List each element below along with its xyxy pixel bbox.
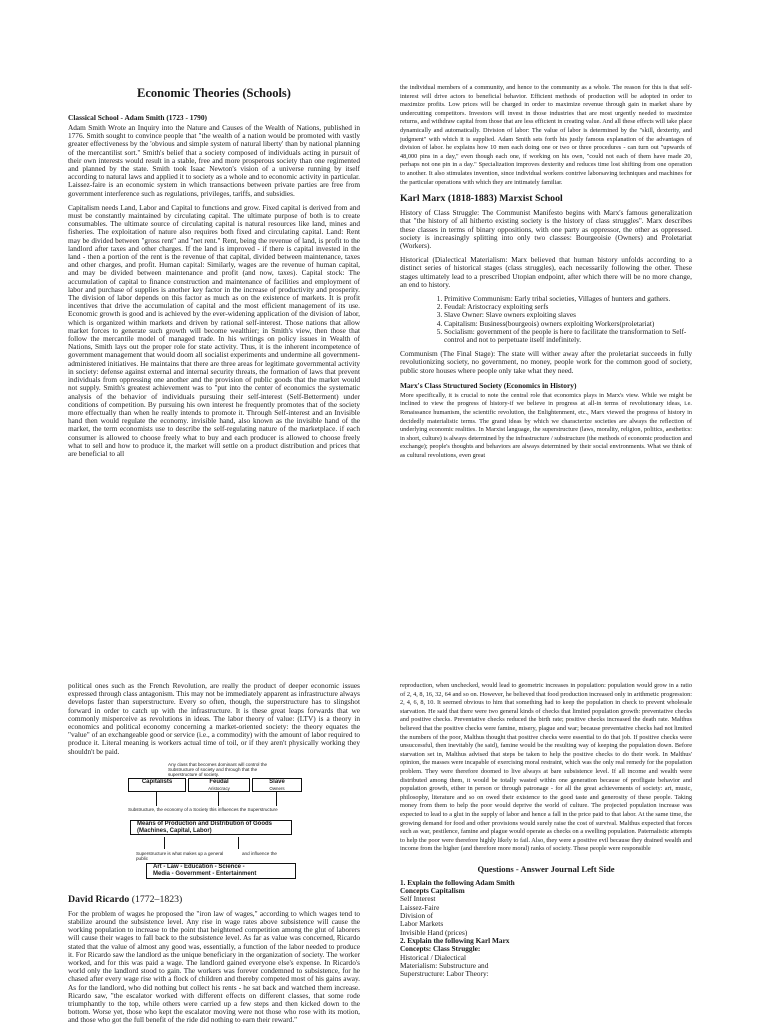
class-structure-diagram bbox=[68, 762, 360, 888]
historical-materialism-paragraph: Historical (Dialectical Materialism: Marx believed that human history unfolds according to a distinct series of historical stages (class struggles), each necessarily following the other. These stages ultimately lead to a prescribed Utopian endpoint, after which there will be no more change, an end to history. bbox=[400, 255, 692, 289]
labor-theory-paragraph: political ones such as the French Revolution, are really the product of deeper economic issues expressed through class antagonism. This may not be immediately apparent as infrastructure always develops faster than superstructure. Every so often, though, the superstructure has to slingshot forward in order to catch up with the infrastructure. It is these great leaps forwards that we commonly misperceive as revolutions in ideas. The labor theory of value: (LTV) is a theory in economics and political economy concerning a market-oriented society: the theory equates the "value" of an exchangeable good or service (i.e., a commodity) with the amount of labor required to produce it. Literal meaning is workers actual time of toil, or if they aren't physically working they shouldn't be paid. bbox=[68, 682, 360, 756]
question-item: Concepts: Class Struggle: bbox=[400, 944, 481, 954]
david-ricardo-years: (1772–1823) bbox=[131, 893, 183, 905]
list-item: 2. Feudal: Aristocracy exploiting serfs bbox=[444, 303, 692, 311]
question-item: Labor Markets bbox=[400, 919, 444, 929]
slave-label: Slave bbox=[269, 778, 285, 785]
historical-stages-list bbox=[400, 295, 692, 344]
class-structured-society-paragraph: More specifically, it is crucial to note the central role that economics plays in Marx's view. While we might be inclined to view the progress of history-if we believe in progress at all-in terms of revolutionary ideas, i.e. Renaissance humanism, the scientific revolution, the Enlightenment, etc., Marx viewed the progress of history in decidedly materialistic terms. The grand ideas by which we characterize societies are always the reflection of underlying economic realities. In Marxist language, the superstructure (laws, morality, religion, politics, aesthetics: in short, culture) is always determined by the infrastructure / substructure (the methods of economic production and exchange); people's thoughts and behaviors are always determined by their social environments. What we think of as cultural revolutions, even great bbox=[400, 391, 692, 459]
list-item: 3. Slave Owner: Slave owners exploiting slaves bbox=[444, 311, 692, 319]
adam-smith-intro-paragraph: Adam Smith Wrote an Inquiry into the Nature and Causes of the Wealth of Nations, published in 1776. Smith sought to convince people that "the wealth of a nation would be promoted with vastly greater effectiveness by the 'obvious and simple system of natural liberty' than by national planning of the mercantilist sort." Smith's belief that a society composed of individuals acting in pursuit of their own interests would result in a stable, free and more prosperous society than one regimented and planned by the state. Smith took Isaac Newton's vision of a universe running by itself according to natural laws and applied it to society as a whole and to economic activity in particular. Laissez-faire is an economic system in which transactions between private parties are free from government interference such as regulations, privileges, tariffs, and subsidies. bbox=[68, 123, 360, 198]
list-item: 4. Capitalism: Business(bourgeois) owners exploiting Workers(proletariat) bbox=[444, 320, 692, 328]
questions-heading: Questions - Answer Journal Left Side bbox=[477, 863, 615, 874]
capitalists-label: Capitalists bbox=[141, 778, 173, 785]
list-item: 1. Primitive Communism: Early tribal societies, Villages of hunters and gathers. bbox=[444, 295, 692, 303]
class-structured-society-heading: Marx's Class Structured Society (Economics in History) bbox=[400, 380, 577, 390]
david-ricardo-paragraph: For the problem of wages he proposed the "iron law of wages," according to which wages tend to stabilize around the subsistence level. Any rise in wage rates above subsistence will cause the working population to increase to the point that heightened competition among the glut of laborers will cause their wages to fall back to the subsistence level. As far as value was concerned, Ricardo stated that the value of almost any good was, essentially, a function of the labor needed to produce it. For Ricardo saw the landlord as the unique beneficiary in the organization of society. The worker worked, and for this was paid a wage. The landlord gained everyone else's expense. In Ricardo's world only the landlord stood to gain. The workers was forever condemned to subsistence, for he chased after every wage rise with a flock of children and thereby competed most of his gains away. As for the landlord, who did nothing but collect his rents - he sat back and watched them increase. Ricardo saw, "the escalator worked with different effects on different classes, that some rode triumphantly to the top, while others were carried up a few steps and then kicked down to the bottom. Worse yet, those who kept the escalator moving were not those who rose with its motion, and those who got the full benefit of the ride did nothing to earn their reward." bbox=[68, 908, 360, 1024]
david-ricardo-name: David Ricardo bbox=[68, 893, 130, 905]
means-of-production-box: Means of Production and Distribution of Goods (Machines, Capital, Labor) bbox=[130, 820, 292, 835]
feudal-box bbox=[188, 778, 250, 792]
superstructure-line-two: Media - Government - Entertainment bbox=[153, 871, 257, 878]
feudal-label: Feudal bbox=[209, 778, 229, 785]
question-item: 1. Explain the following Adam Smith bbox=[400, 877, 515, 887]
diagram-caption: Any class that becomes dominant will control the Substructure of society and through that the superstructure of society. bbox=[168, 761, 268, 777]
question-item: Materialism: Substructure and bbox=[400, 960, 489, 970]
substructure-note: Substructure, the economy of a Society this influences the Superstructure bbox=[128, 806, 278, 812]
david-ricardo-heading bbox=[68, 894, 360, 905]
feudal-sublabel: Aristocracy bbox=[208, 785, 230, 791]
smith-continued-paragraph: the individual members of a community, and hence to the community as a whole. The reason for this is that self-interest will drive actors to beneficial behavior. Efficient methods of production will be adopted in order to maximize profits. Low prices will be charged in order to maximize revenue through gain in market share by undercutting competitors. Investors will invest in those industries that are most urgently needed to maximize returns, and withdraw capital from those that are less efficient in creating value. And all these effects will take place dynamically and automatically. Division of labor: The value of labor is determined by the "skill, dexterity, and judgment" with which it is supplied. Adam Smith sets forth his justly famous explanation of the advantages of division of labor. he explains how 10 men each doing one or two or three procedures - can turn out "upwards of 48,000 pins in a day," even though each one, if working on his own, "could not each of them have made 20, perhaps not one pin in a day." Specialization improves dexterity and reduces time lost shifting from one operation to another. It also stimulates invention, since individual workers contrive laborsaving techniques and machines for the particular operations with which they are intimately familiar. bbox=[400, 84, 692, 186]
superstructure-box bbox=[146, 863, 296, 879]
question-item: Concepts Capitalism bbox=[400, 886, 465, 896]
page-one-left-column bbox=[68, 82, 360, 497]
diagram-arrow bbox=[276, 792, 277, 806]
page-one bbox=[0, 0, 768, 500]
class-struggle-paragraph: History of Class Struggle: The Communist Manifesto begins with Marx's famous generalization that "the history of all hitherto existing society is the history of class struggles". Marx describes these classes in terms of binary oppositions, with one party as oppressor, the other as oppressed. society is increasingly splitting into only two classes: Bourgeoisie (Owners) and Proletariat (Workers). bbox=[400, 208, 692, 250]
karl-marx-heading: Karl Marx (1818-1883) Marxist School bbox=[400, 193, 563, 205]
slave-owners-box bbox=[252, 778, 302, 792]
capitalism-paragraph: Capitalism needs Land, Labor and Capital to functions and grow. Fixed capital is derived from and must be constantly maintained by circulating capital. The ultimate purpose of both is to create consumables. The ultimate source of circulating capital is natural resources like land, mines and fisheries. The exploitation of nature also requires both fixed and circulating capital. Land: Rent may be divided between "gross rent" and "net rent." Rent, being the revenue of land, is profit to the landlord after taxes and other charges. If the land is improved - if there is capital invested in the land - then a portion of the rent is the revenue of that capital, divided between maintenance, taxes and other charges, and profit. Human capital: Similarly, wages are the revenue of human capital, and may be divided between maintenance and profit (and now, taxes). Capital stock: The accumulation of capital to finance construction and maintenance of facilities and employment of labor and purchase of supplies is another key factor in the increase of productivity and prosperity. The division of labor depends on this factor as much as on the existence of markets. It is profit incentives that drive the accumulation of capital and the most efficient management of its use. Economic growth is good and is achieved by the ever-widening application of the division of labor, which is organized within markets and driven by rational self-interest. Those nations that allow market forces to generate such growth will become wealthier; in Smith's view, then those that follow the mercantile model of managed trade. In his writings on policy issues in Wealth of Nations, Smith lays out the proper role for state activity. Thus, it is the inherent incompetence of government management that would doom all socialist experiments and undermine all government-administered initiatives. He maintains that there are three areas for legitimate governmental activity in society: defense against external and internal security threats, the formation of laws that prevent individuals from oppressing one another and the provision of public goods that the market would not supply. Smith's greatest achievement was to "put into the center of economics the systematic analysis of the behavior of individuals pursuing their self-interest (Self-Betterment) under conditions of competition. By pursuing his own interest he frequently promotes that of the society more effectually than when he really intends to promote it. Through Self-interest and an Invisible hand then would regulate the economy. invisible hand, also known as the invisible hand of the market, the term economists use to describe the self-regulating nature of the marketplace. if each consumer is allowed to choose freely what to buy and each producer is allowed to choose freely what to sell and how to produce it, the market will settle on a product distribution and prices that are beneficial to all bbox=[68, 202, 360, 458]
page-two-left-column bbox=[68, 682, 360, 1024]
page-one-right-column bbox=[400, 84, 692, 499]
superstructure-line-one: Art - Law - Education - Science - bbox=[153, 863, 245, 870]
adam-smith-heading: Classical School - Adam Smith (1723 - 1790) bbox=[68, 113, 207, 122]
question-item: Self Interest bbox=[400, 894, 436, 904]
influence-note: and influence the bbox=[242, 850, 277, 856]
question-item: Superstructure: Labor Theory: bbox=[400, 969, 489, 979]
diagram-arrow bbox=[156, 792, 157, 806]
question-item: 2. Explain the following Karl Marx bbox=[400, 935, 510, 945]
question-item: Laissez-Faire bbox=[400, 902, 440, 912]
document-title: Economic Theories (Schools) bbox=[137, 86, 291, 100]
question-item: Invisible Hand (prices) bbox=[400, 927, 468, 937]
superstructure-note: Superstructure is what makes up a general public bbox=[136, 850, 224, 861]
diagram-arrow bbox=[164, 837, 165, 849]
malthus-paragraph: reproduction, when unchecked, would lead to geometric increases in population: population would grow in a ratio of 2, 4, 8, 16, 32, 64 and so on. However, he believed that food production increased only in arithmetic progression: 2, 4, 6, 8, 10. It seemed obvious to him that something had to keep the population in check to prevent wholesale starvation. He said that there were two general kinds of checks that limited population growth: preventative checks and positive checks. Preventative checks reduced the birth rate; positive checks increased the death rate. Malthus believed that the positive checks were famine, misery, plague and war; because preventative checks had not limited the numbers of the poor, Malthus thought that positive checks were essential to do that job. If positive checks were unsuccessful, then inevitably (he said), famine would be the resulting way of keeping the population down. Before starvation set in, Malthus advised that steps be taken to help the positive checks to do their work. In Malthus' opinion, the masses were incapable of exercising moral restraint, which was the only real remedy for the population problem. They were therefore doomed to live always at bare subsistence level. If all income and wealth were distributed among them, it would be totally wasted within one generation because of profligate behavior and population growth, either in person or through patronage - for all the great achievements of society: art, music, philosophy, literature and so on owed their existence to the good taste and generosity of these people. Taking money from them to help the poor would deprive the world of culture. The projected population increase was expected to lead to a glut in the supply of labor and hence a fall in the price paid to that labor. At the same time, the growing demand for food and other provisions would surely raise the cost of survival. Malthus expected that forces such as war, pestilence, famine and plague would operate as checks on a swelling population. Paternalistic attempts to help the poor were therefore highly likely to fail. Also, they were a positive evil because they drained wealth and income from the higher (and therefore more moral) ranks of society. These people were responsible bbox=[400, 682, 692, 853]
question-item: Division of bbox=[400, 911, 434, 921]
communism-paragraph: Communism (The Final Stage): The state will wither away after the proletariat succeeds in fully revolutionizing society, no government, no money, people work for the common good of society, public store houses where people only take what they need. bbox=[400, 349, 692, 375]
capitalists-box bbox=[128, 778, 186, 792]
question-item: Historical / Dialectical bbox=[400, 952, 467, 962]
page-two-right-column bbox=[400, 682, 692, 1024]
list-item: 5. Socialism: government of the people is here to facilitate the transformation to Self-control and not to perpetuate itself indefinitely. bbox=[444, 328, 692, 344]
page-two bbox=[0, 676, 768, 1024]
diagram-arrow bbox=[218, 792, 219, 806]
questions-list bbox=[400, 879, 692, 979]
slave-sublabel: Owners bbox=[269, 785, 285, 791]
diagram-arrow bbox=[238, 837, 239, 849]
